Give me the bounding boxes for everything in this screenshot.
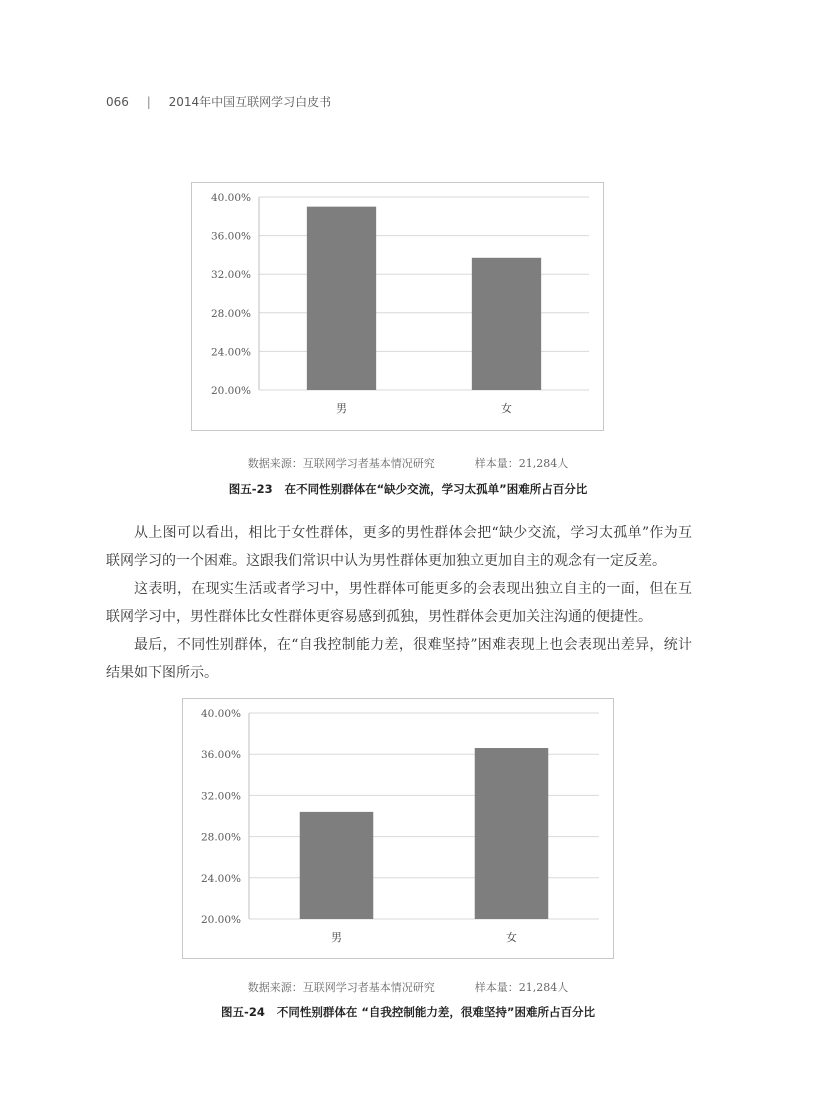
figure-number: 图五-24 [221,1005,265,1019]
figure-number: 图五-23 [228,482,273,496]
paragraph: 最后，不同性别群体，在“自我控制能力差，很难坚持”困难表现上也会表现出差异，统计结果如下图所示。 [106,637,692,681]
bar-chart-figure-23 [191,182,604,431]
data-source-label: 数据来源：互联网学习者基本情况研究 [247,981,435,994]
y-tick-label: 28.00% [210,307,251,320]
y-tick-label: 24.00% [210,346,251,359]
y-tick-label: 32.00% [200,790,241,803]
bar-chart-figure-24 [182,698,614,959]
y-tick-label: 20.00% [210,385,251,397]
y-tick-label: 40.00% [210,192,251,204]
y-tick-label: 20.00% [200,914,241,926]
data-source-label: 数据来源：互联网学习者基本情况研究 [247,457,435,470]
chart-svg-figure-23 [192,183,603,430]
body-text [106,519,692,687]
bar-male [307,207,376,390]
bar-male [300,812,374,919]
figure-23-caption [0,481,816,497]
x-category-label: 男 [331,931,342,944]
sample-size-label: 样本量：21,284人 [474,457,569,470]
figure-23-source [0,455,816,471]
paragraph: 从上图可以看出，相比于女性群体，更多的男性群体会把“缺少交流，学习太孤单”作为互联网学习的一个困难。这跟我们常识中认为男性群体更加独立更加自主的观念有一定反差。 [106,525,692,569]
bar-female [475,748,549,919]
figure-24-caption [0,1004,816,1020]
bar-female [472,258,541,390]
figure-title: 在不同性别群体在“缺少交流，学习太孤单”困难所占百分比 [284,482,588,496]
y-tick-label: 36.00% [200,749,241,762]
page-number: 066 [106,95,129,109]
header-separator: | [146,95,151,109]
x-category-label: 男 [336,402,347,415]
x-category-label: 女 [501,402,512,415]
book-title: 2014年中国互联网学习白皮书 [168,95,332,109]
x-category-label: 女 [506,931,517,944]
chart-svg-figure-24 [183,699,613,958]
figure-24-source [0,979,816,995]
running-header [106,93,331,110]
y-tick-label: 28.00% [200,831,241,844]
paragraph: 这表明，在现实生活或者学习中，男性群体可能更多的会表现出独立自主的一面，但在互联网学习中，男性群体比女性群体更容易感到孤独，男性群体会更加关注沟通的便捷性。 [106,581,692,625]
y-tick-label: 32.00% [210,269,251,282]
y-tick-label: 36.00% [210,230,251,243]
y-tick-label: 24.00% [200,872,241,885]
sample-size-label: 样本量：21,284人 [474,981,569,994]
figure-title: 不同性别群体在 “自我控制能力差，很难坚持”困难所占百分比 [276,1005,595,1019]
y-tick-label: 40.00% [200,708,241,720]
